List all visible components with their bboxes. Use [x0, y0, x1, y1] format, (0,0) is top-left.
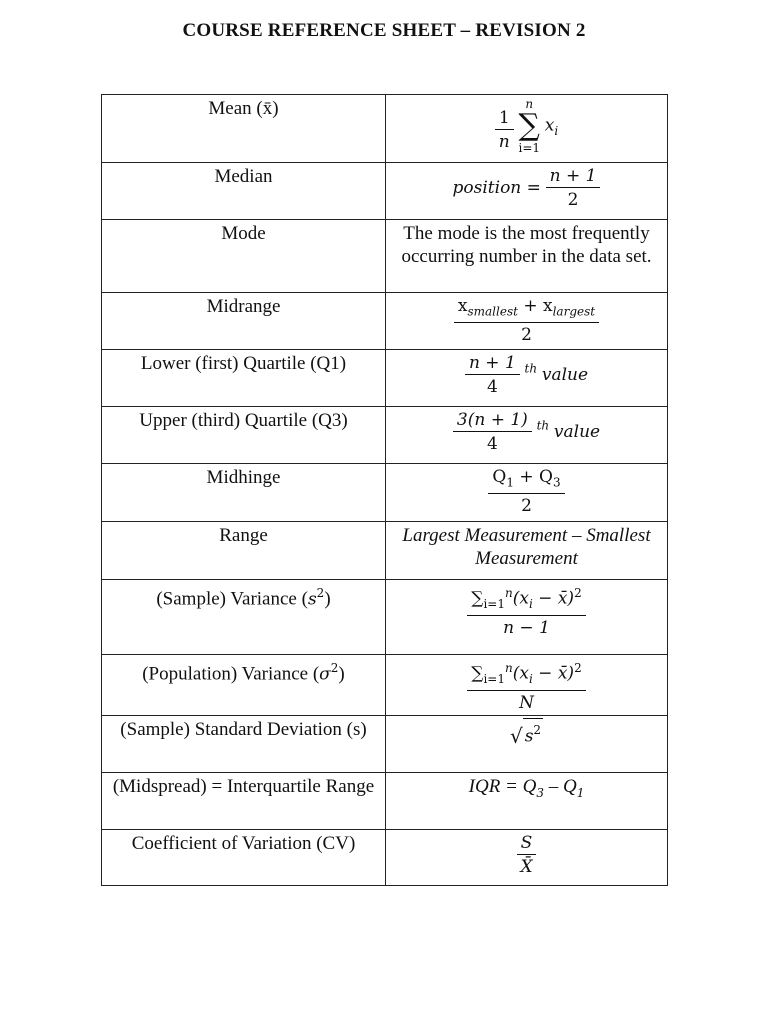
row-label: Midrange	[102, 293, 386, 350]
cv-formula: $\frac{S}{X̄}$	[386, 830, 668, 886]
row-label: Midhinge	[102, 464, 386, 522]
row-label: Coefficient of Variation (CV)	[102, 830, 386, 886]
q3-formula: $\frac{3(n + 1)}{4}$ $^{th}$ value	[386, 407, 668, 464]
reference-table	[101, 94, 668, 886]
page-title: COURSE REFERENCE SHEET – REVISION 2	[182, 20, 586, 41]
q1-formula: $\frac{n + 1}{4}$ $^{th}$ value	[386, 350, 668, 407]
row-label: Median	[102, 163, 386, 220]
table-row	[102, 220, 668, 293]
table-row	[102, 350, 668, 407]
table-row	[102, 716, 668, 773]
midrange-formula: $\frac{x_{smallest} + x_{largest}}{2}$	[386, 293, 668, 350]
median-formula: position = $\frac{n + 1}{2}$	[386, 163, 668, 220]
table-row	[102, 580, 668, 655]
population-variance-formula: $\frac{\sum_{i=1}^n(x_i - x̄)^2}{N}$	[386, 655, 668, 716]
table-row	[102, 773, 668, 830]
table-row	[102, 293, 668, 350]
row-label: Mean (x̄)	[102, 95, 386, 163]
row-label: (Midspread) = Interquartile Range	[102, 773, 386, 830]
sample-variance-formula: $\frac{\sum_{i=1}^n(x_i - x̄)^2}{n - 1}$	[386, 580, 668, 655]
row-label: Mode	[102, 220, 386, 293]
row-label: (Population) Variance $(\sigma^2)$	[102, 655, 386, 716]
standard-deviation-formula	[386, 716, 668, 773]
range-definition: Largest Measurement – Smallest Measurement	[386, 522, 668, 580]
row-label: Upper (third) Quartile (Q3)	[102, 407, 386, 464]
row-label: (Sample) Standard Deviation (s)	[102, 716, 386, 773]
table-row	[102, 522, 668, 580]
mode-definition: The mode is the most frequently occurring number in the data set.	[386, 220, 668, 293]
table-row	[102, 163, 668, 220]
table-row	[102, 655, 668, 716]
row-label: Range	[102, 522, 386, 580]
square-root-icon: √ $s^2$	[510, 718, 543, 748]
iqr-formula: IQR = $Q_3 - Q_1$	[386, 773, 668, 830]
table-row	[102, 95, 668, 163]
table-row	[102, 407, 668, 464]
row-label: (Sample) Variance $(s^2)$	[102, 580, 386, 655]
midhinge-formula: $\frac{Q_1 + Q_3}{2}$	[386, 464, 668, 522]
row-label: Lower (first) Quartile (Q1)	[102, 350, 386, 407]
mean-formula: $\frac{1}{n}$ n ∑ i=1 $x_i$	[386, 95, 668, 163]
table-row	[102, 464, 668, 522]
table-row	[102, 830, 668, 886]
